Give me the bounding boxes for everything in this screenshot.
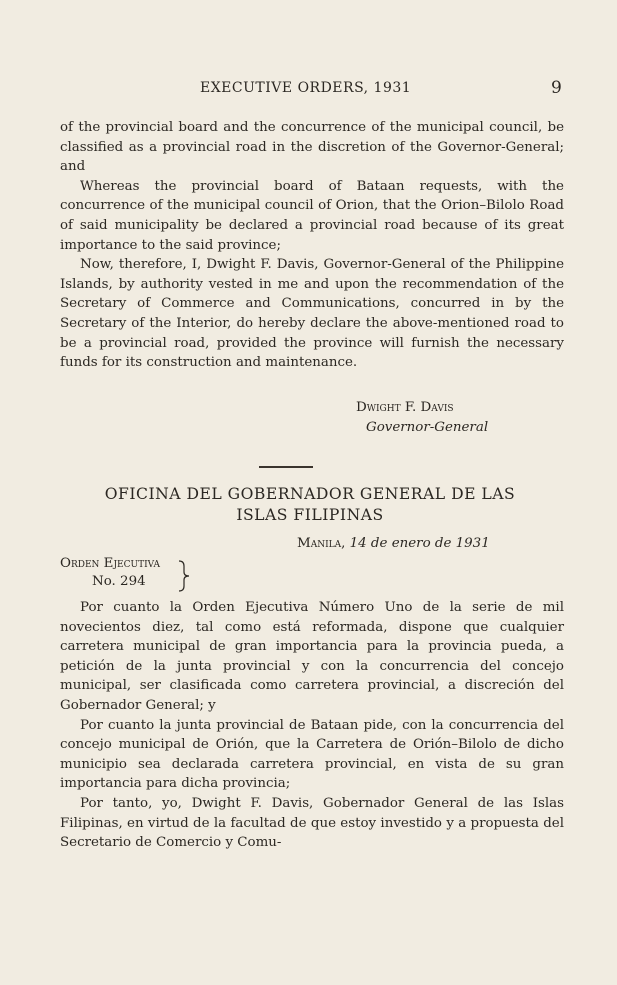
page-header [0, 80, 617, 102]
paragraph: Por cuanto la junta provincial de Bataan pide, con la concurrencia del concejo municipal de Orión, que la Carretera de Orión–Bilolo de dicho municipio sea declarada carretera provincial, en vista de su gran importancia para dicha provincia; [60, 717, 564, 792]
signatory-name: Dwight F. Davis [356, 400, 454, 415]
dateline-place: Manila, [297, 536, 346, 551]
order-label [60, 555, 160, 591]
signatory-title: Governor-General [366, 419, 489, 435]
order-type: Orden Ejecutiva [60, 556, 161, 571]
signature-block [356, 398, 556, 437]
dateline-date: 14 de enero de 1931 [349, 536, 490, 551]
heading-line: OFICINA DEL GOBERNADOR GENERAL DE LAS [104, 485, 516, 503]
paragraph: Por tanto, yo, Dwight F. Davis, Gobernador General de las Islas Filipinas, en virtud de la facultad de que estoy investido y a propuesta del Secretario de Comercio y Comu- [60, 795, 564, 851]
heading-line: ISLAS FILIPINAS [236, 506, 384, 524]
order-number: No. 294 [92, 574, 146, 589]
paragraph: of the provincial board and the concurrence of the municipal council, be classified as a provincial road in the discretion of the Governor-General; and [60, 120, 564, 175]
english-order-text [60, 118, 564, 373]
dateline [297, 536, 490, 551]
page-number: 9 [551, 78, 562, 98]
spanish-order-text [60, 598, 564, 853]
section-divider [259, 466, 313, 468]
curly-brace-icon [177, 560, 191, 592]
spanish-section-heading [60, 484, 560, 526]
running-title: EXECUTIVE ORDERS, 1931 [200, 80, 412, 96]
paragraph: Now, therefore, I, Dwight F. Davis, Governor-General of the Philippine Islands, by authority vested in me and upon the recommendation of the Secretary of Commerce and Communications, concurred in by the Secretary of the Interior, do hereby declare the above-mentioned road to be a provincial road, provided the province will furnish the necessary funds for its construction and maintenance. [60, 257, 564, 371]
paragraph: Por cuanto la Orden Ejecutiva Número Uno de la serie de mil novecientos diez, tal como está reformada, dispone que cualquier carretera municipal de gran importancia para la provincia pueda, a petición de la junta provincial y con la concurrencia del concejo municipal, ser clasificada como carretera provincial, a discreción del Gobernador General; y [60, 600, 564, 713]
paragraph: Whereas the provincial board of Bataan requests, with the concurrence of the municipal council of Orion, that the Orion–Bilolo Road of said municipality be declared a provincial road because of its great importance to the said province; [60, 178, 564, 253]
